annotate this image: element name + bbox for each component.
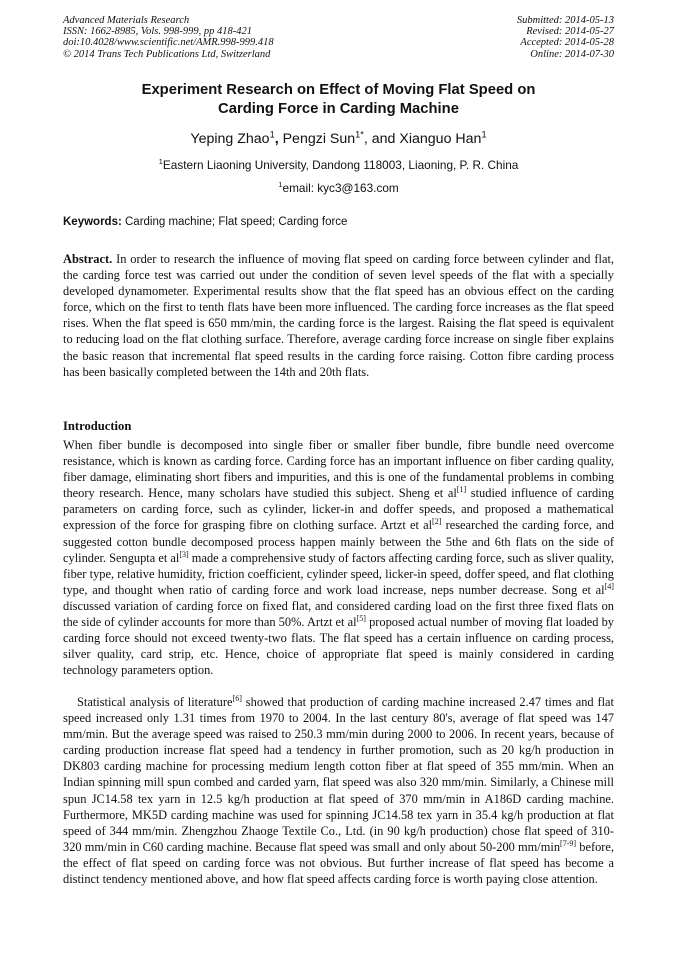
- journal-info: [63, 15, 274, 60]
- paragraph-text: discussed variation of carding force on fixed flat, and considered carding load on the first three fixed flats on the side of cylinder accounts for more than 50%. Artzt et al: [63, 598, 614, 630]
- introduction-paragraph-2: [63, 694, 614, 887]
- title-line-2: Carding Force in Carding Machine: [218, 101, 459, 117]
- author-affiliation-mark: 1*: [355, 129, 364, 140]
- paragraph-text: showed that production of carding machine increased 2.47 times and flat speed increased only 1.31 times from 1970 to 2004. In the last century 80's, average of flat speed was 147 mm/min. But the average speed was raised to 250.3 mm/min during 2000 to 2006. In recent years, because of carding production increase flat speed had a tendency in further promotion, such as 20 kg/h production in DK803 carding machine for processing medium length cotton fiber at flat speed of 355 mm/min. When an Indian spinning mill spun combed and carded yarn, flat speed was also 320 mm/min. Similarly, a Chinese mill spun JC14.58 tex yarn in 12.5 kg/h production at flat speed of 370 mm/min in A186D carding machine. Furthermore, MK5D carding machine was used for spinning JC14.58 tex yarn in 35.4 kg/h production at flat speed of 344 mm/min. Zhengzhou Zhaoge Textile Co., Ltd. (in 90 kg/h production) chose flat speed of 310-320 mm/min in C60 carding machine. Because flat speed was small and only about 50-200 mm/min: [63, 695, 614, 854]
- keywords-label: Keywords:: [63, 216, 122, 228]
- citation-ref: [6]: [232, 693, 242, 703]
- citation-ref: [1]: [456, 485, 467, 495]
- journal-issn: ISSN: 1662-8985, Vols. 998-999, pp 418-421: [63, 26, 252, 38]
- author-name: Xianguo Han: [399, 131, 482, 147]
- paragraph-text: researched the carding force, and suggested cotton bundle decomposed process happen mainly between the 5the and 6th flats on the side of cylinder. Sengupta et al: [63, 518, 614, 565]
- author-affiliation-mark: 1: [481, 129, 487, 140]
- abstract: [63, 251, 614, 380]
- keywords: [63, 216, 347, 228]
- paragraph-text: before, the effect of flat speed on carding force was not obvious. But further increase of flat speed has become a distinct tendency mentioned above, and how flat speed affects carding force is worth paying close attention.: [63, 839, 614, 887]
- date-online: Online: 2014-07-30: [530, 48, 614, 60]
- author-affiliation-mark: 1: [269, 129, 275, 140]
- email-text: email: kyc3@163.com: [282, 181, 399, 195]
- introduction-paragraph-1: [63, 437, 614, 678]
- abstract-label: Abstract.: [63, 252, 113, 266]
- author-separator: , and: [363, 131, 400, 147]
- citation-ref: [5]: [356, 613, 366, 623]
- paragraph-text: proposed actual number of moving flat loaded by carding force should not exceed twenty-two flats. The flat speed has a certain influence on carding process, silver quality, card strip, etc. Hence, choice of appropriate flat speed is mainly considered in carding technology parameters option.: [63, 615, 614, 678]
- journal-copyright: © 2014 Trans Tech Publications Ltd, Switzerland: [63, 48, 271, 60]
- affiliation-mark: 1: [158, 157, 163, 167]
- author-name: Pengzi Sun: [282, 131, 356, 147]
- citation-ref: [3]: [179, 549, 189, 559]
- author-list: [63, 131, 614, 147]
- date-revised: Revised: 2014-05-27: [526, 26, 614, 38]
- journal-doi: doi:10.4028/www.scientific.net/AMR.998-999.418: [63, 37, 274, 49]
- publication-dates: [517, 15, 614, 60]
- citation-ref: [4]: [604, 581, 614, 591]
- author-email: [63, 181, 614, 195]
- paragraph-text: studied influence of carding parameters on carding force, such as cylinder, licker-in and doffer speeds, and proposed a mathematical expression of the force for grasping fibre on clothing surface. Artzt et al: [63, 486, 614, 533]
- keywords-text: Carding machine; Flat speed; Carding force: [121, 216, 348, 228]
- section-heading-introduction: Introduction: [63, 419, 132, 433]
- citation-ref: [7-9]: [560, 838, 577, 848]
- title-line-1: Experiment Research on Effect of Moving Flat Speed on: [141, 82, 536, 98]
- paragraph-text: Statistical analysis of literature: [77, 695, 233, 709]
- journal-name: Advanced Materials Research: [63, 15, 190, 26]
- paragraph-text: When fiber bundle is decomposed into single fiber or smaller fiber bundle, fibre bundle need overcome resistance, which is known as carding force. Carding force has an important influence on fiber carding quality, fiber damage, eliminating short fibers and impurities, and this is one of the fundamental problems in combing theory research. Hence, many scholars have studied this subject. Sheng et al: [63, 438, 614, 501]
- citation-ref: [2]: [432, 517, 442, 527]
- date-submitted: Submitted: 2014-05-13: [516, 15, 614, 26]
- paper-title: [63, 81, 614, 119]
- email-mark: 1: [278, 180, 283, 190]
- paragraph-text: made a comprehensive study of factors affecting carding force, such as sliver quality, fiber type, relative humidity, friction coefficient, cylinder speed, licker-in speed, doffer speed, and flat clothing type, and thought when ratio of carding force and work load increase, neps number decrease. Song et al: [63, 550, 614, 597]
- affiliation-text: Eastern Liaoning University, Dandong 118003, Liaoning, P. R. China: [162, 158, 519, 172]
- abstract-text: In order to research the influence of moving flat speed on carding force between cylinder and flat, the carding force test was carried out under the condition of seven level speeds of the flat with a specially developed dynamometer. Experimental results show that the flat speed has an obvious effect on the carding force, which on the first to tenth flats have been more influenced. The carding force increases as the flat speed rises. When the flat speed is 650 mm/min, the carding force is the largest. Raising the flat speed is equivalent to reducing load on the flat clothing surface. Therefore, average carding force increase on single fiber explains the basic reason that incremental flat speed results in the carding force raising. Cotton fibre carding process has been basically completed between the 14th and 20th flats.: [63, 252, 614, 379]
- author-separator: ,: [274, 131, 283, 147]
- author-name: Yeping Zhao: [190, 131, 270, 147]
- affiliation: [63, 158, 614, 172]
- date-accepted: Accepted: 2014-05-28: [520, 37, 614, 49]
